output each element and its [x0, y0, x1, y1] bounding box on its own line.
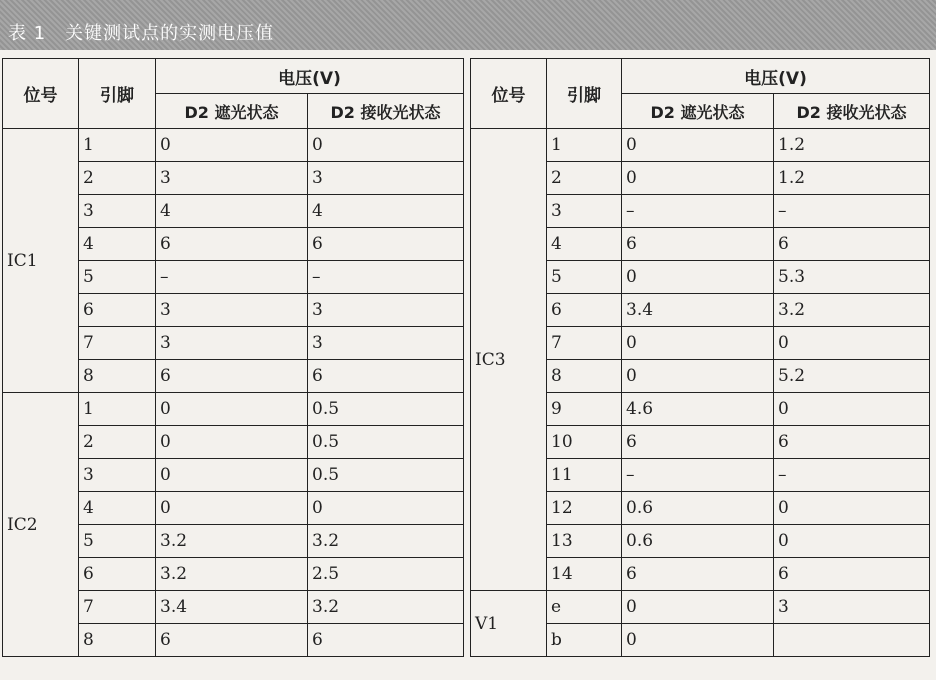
dark-voltage-cell: –	[622, 195, 774, 228]
table-title: 表 1 关键测试点的实测电压值	[8, 23, 275, 44]
light-voltage-cell: –	[774, 195, 930, 228]
light-voltage-cell: –	[308, 261, 464, 294]
dark-voltage-cell: 0	[156, 459, 308, 492]
light-voltage-cell: 6	[774, 426, 930, 459]
pin-cell: 11	[547, 459, 622, 492]
light-voltage-cell: 0.5	[308, 426, 464, 459]
dark-voltage-cell: 0	[622, 360, 774, 393]
light-voltage-cell: 0.5	[308, 459, 464, 492]
table-row	[471, 591, 930, 624]
light-voltage-cell: 3	[308, 162, 464, 195]
dark-voltage-cell: 3.4	[622, 294, 774, 327]
dark-voltage-cell: 3	[156, 327, 308, 360]
dark-voltage-cell: 0	[156, 129, 308, 162]
light-voltage-cell: 0	[308, 492, 464, 525]
pin-cell: 8	[79, 360, 156, 393]
light-voltage-cell: 0	[774, 327, 930, 360]
pin-cell: b	[547, 624, 622, 657]
light-voltage-cell: 6	[774, 558, 930, 591]
dark-voltage-cell: 6	[622, 426, 774, 459]
pin-cell: 13	[547, 525, 622, 558]
voltage-table-right	[470, 58, 930, 657]
pin-cell: 14	[547, 558, 622, 591]
dark-voltage-cell: 0	[622, 624, 774, 657]
pin-cell: 7	[547, 327, 622, 360]
header-dark: D2 遮光状态	[156, 94, 308, 129]
light-voltage-cell: 0	[774, 525, 930, 558]
dark-voltage-cell: 3.4	[156, 591, 308, 624]
dark-voltage-cell: 6	[156, 360, 308, 393]
pin-cell: 4	[79, 228, 156, 261]
dark-voltage-cell: 0	[622, 261, 774, 294]
pin-cell: 2	[547, 162, 622, 195]
table-row	[3, 393, 464, 426]
light-voltage-cell: 0	[774, 492, 930, 525]
light-voltage-cell: 3.2	[308, 525, 464, 558]
dark-voltage-cell: 6	[156, 624, 308, 657]
light-voltage-cell: 4	[308, 195, 464, 228]
dark-voltage-cell: 3.2	[156, 558, 308, 591]
pin-cell: 4	[547, 228, 622, 261]
light-voltage-cell: 5.3	[774, 261, 930, 294]
light-voltage-cell: 3	[308, 294, 464, 327]
pin-cell: 1	[79, 129, 156, 162]
pin-cell: 1	[79, 393, 156, 426]
dark-voltage-cell: 0	[156, 393, 308, 426]
pin-cell: 5	[79, 525, 156, 558]
light-voltage-cell: 6	[308, 360, 464, 393]
light-voltage-cell: 6	[308, 228, 464, 261]
header-light: D2 接收光状态	[308, 94, 464, 129]
dark-voltage-cell: –	[622, 459, 774, 492]
header-position: 位号	[3, 59, 79, 129]
pin-cell: 6	[79, 294, 156, 327]
light-voltage-cell: 3	[308, 327, 464, 360]
position-cell: V1	[471, 591, 547, 657]
pin-cell: 7	[79, 327, 156, 360]
light-voltage-cell: 1.2	[774, 129, 930, 162]
position-cell: IC1	[3, 129, 79, 393]
table-row	[471, 129, 930, 162]
voltage-table-left	[2, 58, 464, 657]
dark-voltage-cell: –	[156, 261, 308, 294]
header-light: D2 接收光状态	[774, 94, 930, 129]
light-voltage-cell: 0.5	[308, 393, 464, 426]
header-voltage: 电压(V)	[156, 59, 464, 94]
dark-voltage-cell: 6	[622, 558, 774, 591]
pin-cell: 9	[547, 393, 622, 426]
pin-cell: 2	[79, 426, 156, 459]
dark-voltage-cell: 3.2	[156, 525, 308, 558]
light-voltage-cell: 0	[308, 129, 464, 162]
dark-voltage-cell: 0	[622, 129, 774, 162]
dark-voltage-cell: 6	[156, 228, 308, 261]
pin-cell: 6	[79, 558, 156, 591]
table-row	[3, 129, 464, 162]
pin-cell: 8	[79, 624, 156, 657]
pin-cell: 4	[79, 492, 156, 525]
light-voltage-cell: 5.2	[774, 360, 930, 393]
light-voltage-cell: –	[774, 459, 930, 492]
light-voltage-cell: 0	[774, 393, 930, 426]
pin-cell: 5	[79, 261, 156, 294]
pin-cell: e	[547, 591, 622, 624]
header-dark: D2 遮光状态	[622, 94, 774, 129]
pin-cell: 12	[547, 492, 622, 525]
pin-cell: 6	[547, 294, 622, 327]
light-voltage-cell: 1.2	[774, 162, 930, 195]
pin-cell: 3	[79, 195, 156, 228]
light-voltage-cell: 6	[308, 624, 464, 657]
light-voltage-cell	[774, 624, 930, 657]
pin-cell: 3	[79, 459, 156, 492]
pin-cell: 8	[547, 360, 622, 393]
light-voltage-cell: 3.2	[308, 591, 464, 624]
dark-voltage-cell: 0.6	[622, 525, 774, 558]
dark-voltage-cell: 6	[622, 228, 774, 261]
light-voltage-cell: 6	[774, 228, 930, 261]
pin-cell: 3	[547, 195, 622, 228]
pin-cell: 1	[547, 129, 622, 162]
dark-voltage-cell: 3	[156, 162, 308, 195]
dark-voltage-cell: 0	[622, 591, 774, 624]
header-pin: 引脚	[79, 59, 156, 129]
light-voltage-cell: 3.2	[774, 294, 930, 327]
dark-voltage-cell: 4	[156, 195, 308, 228]
dark-voltage-cell: 3	[156, 294, 308, 327]
dark-voltage-cell: 4.6	[622, 393, 774, 426]
position-cell: IC2	[3, 393, 79, 657]
pin-cell: 2	[79, 162, 156, 195]
dark-voltage-cell: 0	[156, 492, 308, 525]
pin-cell: 5	[547, 261, 622, 294]
header-position: 位号	[471, 59, 547, 129]
dark-voltage-cell: 0	[156, 426, 308, 459]
header-voltage: 电压(V)	[622, 59, 930, 94]
pin-cell: 7	[79, 591, 156, 624]
light-voltage-cell: 3	[774, 591, 930, 624]
light-voltage-cell: 2.5	[308, 558, 464, 591]
pin-cell: 10	[547, 426, 622, 459]
dark-voltage-cell: 0	[622, 327, 774, 360]
dark-voltage-cell: 0	[622, 162, 774, 195]
position-cell: IC3	[471, 129, 547, 591]
header-pin: 引脚	[547, 59, 622, 129]
dark-voltage-cell: 0.6	[622, 492, 774, 525]
